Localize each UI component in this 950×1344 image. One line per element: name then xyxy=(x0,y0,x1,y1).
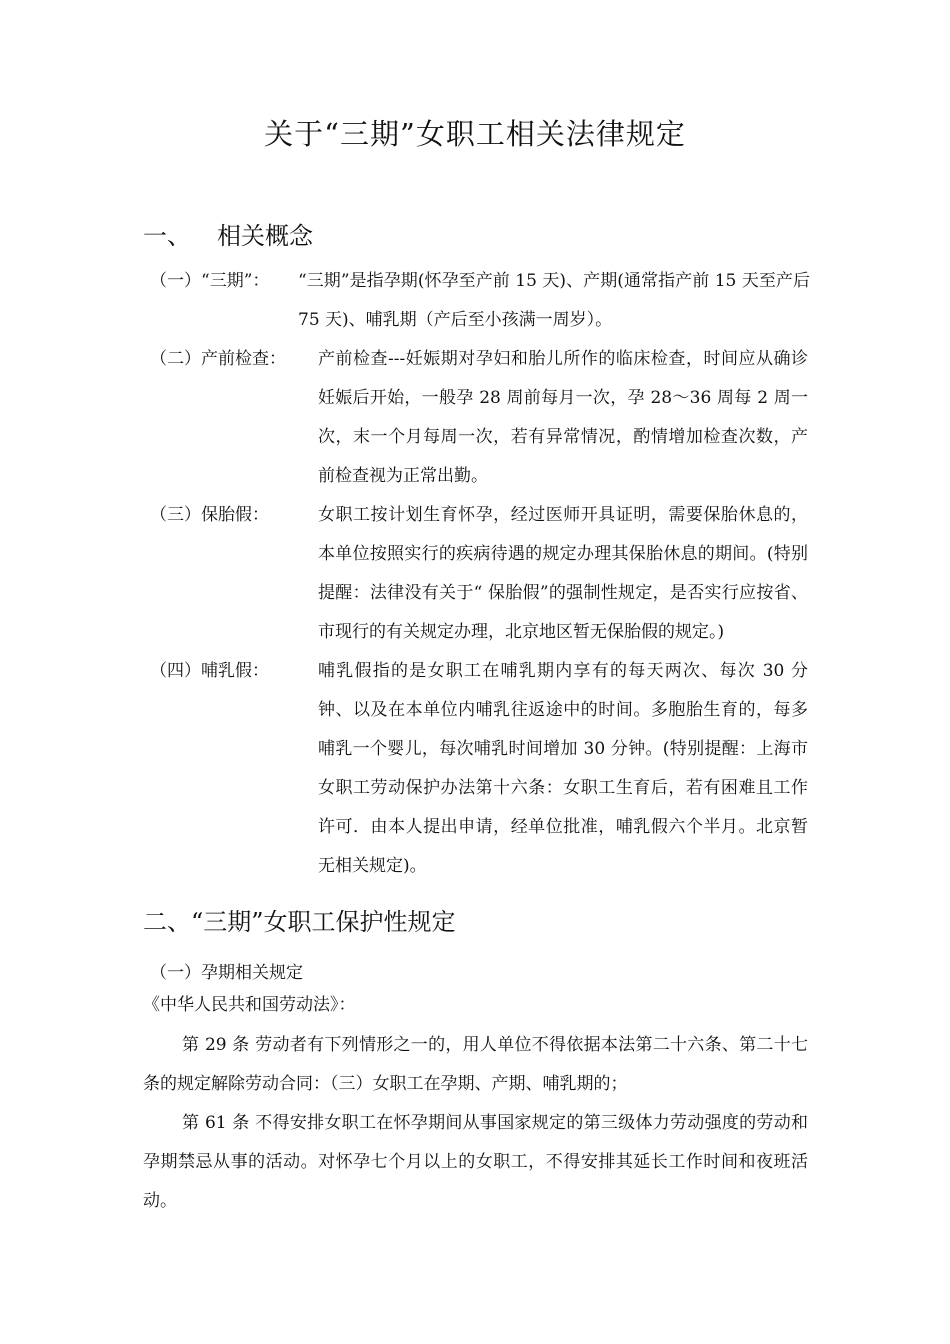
section-1-heading xyxy=(143,216,313,251)
definition-label: （四）哺乳假： xyxy=(150,661,269,681)
definition-label: （二）产前检查： xyxy=(150,349,286,369)
definition-text: “三期”是指孕期(怀孕至产前 15 天)、产期(通常指产前 15 天至产后 75 天)、哺乳期（产后至小孩满一周岁）。 xyxy=(298,271,810,330)
definition-label: （一）“三期”： xyxy=(150,271,270,291)
section-1-number: 一、 xyxy=(143,222,191,250)
article-paragraph: 第 29 条 劳动者有下列情形之一的，用人单位不得依据本法第二十六条、第二十七条的规定解除劳动合同：（三）女职工在孕期、产期、哺乳期的； xyxy=(143,1035,808,1094)
definition-item xyxy=(0,496,950,652)
section-1-title: 相关概念 xyxy=(217,222,313,250)
article-paragraph: 第 61 条 不得安排女职工在怀孕期间从事国家规定的第三级体力劳动强度的劳动和孕期禁忌从事的活动。对怀孕七个月以上的女职工，不得安排其延长工作时间和夜班活动。 xyxy=(143,1113,808,1211)
definition-list xyxy=(0,262,950,886)
law-title: 《中华人民共和国劳动法》： xyxy=(143,995,356,1015)
section-2-heading: 二、“三期”女职工保护性规定 xyxy=(143,908,456,936)
definition-text: 哺乳假指的是女职工在哺乳期内享有的每天两次、每次 30 分钟、以及在本单位内哺乳往返途中的时间。多胞胎生育的，每多哺乳一个婴儿，每次哺乳时间增加 30 分钟。(特别提醒：上海市女职工劳动保护办法第十六条：女职工生育后，若有困难且工作许可．由本人提出申请，经单位批准，哺乳假六个半月。北京暂无相关规定)。 xyxy=(318,661,808,876)
definition-item xyxy=(0,652,950,886)
subsection-heading: （一）孕期相关规定 xyxy=(150,963,303,983)
definition-item xyxy=(0,340,950,496)
document-title: 关于“三期”女职工相关法律规定 xyxy=(264,117,686,151)
definition-label: （三）保胎假： xyxy=(150,505,269,525)
definition-item xyxy=(0,262,950,340)
definition-text: 女职工按计划生育怀孕，经过医师开具证明，需要保胎休息的，本单位按照实行的疾病待遇的规定办理其保胎休息的期间。(特别提醒：法律没有关于“ 保胎假”的强制性规定，是否实行应按省、市现行的有关规定办理，北京地区暂无保胎假的规定。) xyxy=(318,505,808,642)
definition-text: 产前检查---妊娠期对孕妇和胎儿所作的临床检查，时间应从确诊妊娠后开始，一般孕 28 周前每月一次，孕 28～36 周每 2 周一次，末一个月每周一次，若有异常情况，酌情增加检查次数，产前检查视为正常出勤。 xyxy=(318,349,808,486)
